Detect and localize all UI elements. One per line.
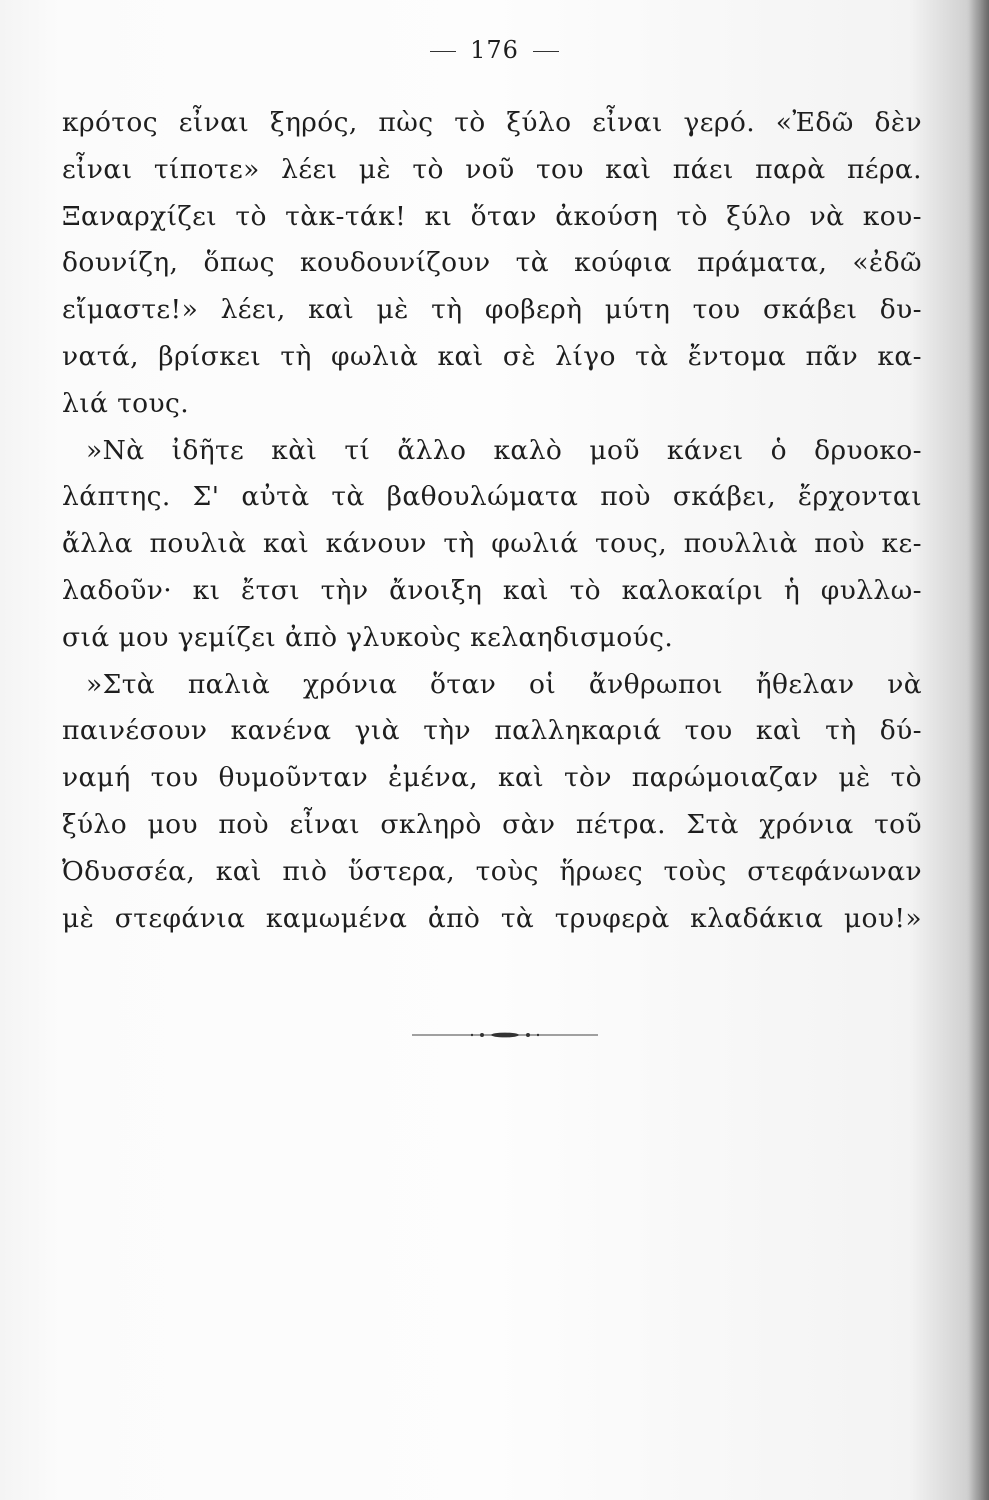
text-line: ξύλο μου ποὺ εἶναι σκληρὸ σὰν πέτρα. Στὰ χρόνια τοῦ — [62, 808, 922, 840]
text-line: κρότος εἶναι ξηρός, πὼς τὸ ξύλο εἶναι γερό. «Ἐδῶ δὲν — [62, 107, 922, 138]
text-line: ναμή του θυμοῦνταν ἐμένα, καὶ τὸν παρώμοιαζαν μὲ τὸ — [62, 762, 922, 794]
text-line: εἶναι τίποτε» λέει μὲ τὸ νοῦ του καὶ πάει παρὰ πέρα. — [62, 153, 922, 185]
text-line: λιά τους. — [62, 387, 190, 419]
text-line: λαδοῦν· κι ἔτσι τὴν ἄνοιξη καὶ τὸ καλοκαίρι ἡ φυλλω- — [62, 574, 922, 606]
text-line: ἄλλα πουλιὰ καὶ κάνουν τὴ φωλιά τους, πουλλιὰ ποὺ κε- — [62, 528, 922, 560]
text-line: »Νὰ ἰδῆτε κὰὶ τί ἄλλο καλὸ μοῦ κάνει ὁ δρυοκο- — [86, 434, 922, 466]
text-line: δουνίζη, ὅπως κουδουνίζουν τὰ κούφια πράματα, «ἐδῶ — [62, 247, 922, 279]
text-line: μὲ στεφάνια καμωμένα ἀπὸ τὰ τρυφερὰ κλαδάκια μου!» — [62, 902, 922, 934]
section-ornament — [412, 1030, 598, 1040]
text-line: παινέσουν κανένα γιὰ τὴν παλληκαριά του καὶ τὴ δύ- — [62, 715, 922, 747]
text-line: σιά μου γεμίζει ἀπὸ γλυκοὺς κελαηδισμούς. — [62, 621, 674, 653]
page-number: 176 — [470, 36, 519, 64]
text-line: Ξαναρχίζει τὸ τὰκ-τάκ! κι ὅταν ἀκούση τὸ ξύλο νὰ κου- — [62, 200, 922, 232]
page-number-header — [0, 36, 989, 64]
text-line: νατά, βρίσκει τὴ φωλιὰ καὶ σὲ λίγο τὰ ἔντομα πᾶν κα- — [62, 340, 922, 372]
text-line: λάπτης. Σ' αὐτὰ τὰ βαθουλώματα ποὺ σκάβει, ἔρχονται — [62, 481, 922, 513]
text-line: Ὀδυσσέα, καὶ πιὸ ὕστερα, τοὺς ἥρωες τοὺς στεφάνωναν — [62, 855, 922, 887]
text-line: εἴμαστε!» λέει, καὶ μὲ τὴ φοβερὴ μύτη του σκάβει δυ- — [62, 294, 922, 326]
binding-shadow — [967, 0, 989, 1500]
header-dash-right — [533, 51, 559, 52]
text-line: »Στὰ παλιὰ χρόνια ὅταν οἱ ἄνθρωποι ἤθελαν νὰ — [86, 668, 922, 700]
body-text — [62, 100, 922, 942]
ornament-rule-icon — [412, 1030, 598, 1040]
header-dash-left — [430, 51, 456, 52]
